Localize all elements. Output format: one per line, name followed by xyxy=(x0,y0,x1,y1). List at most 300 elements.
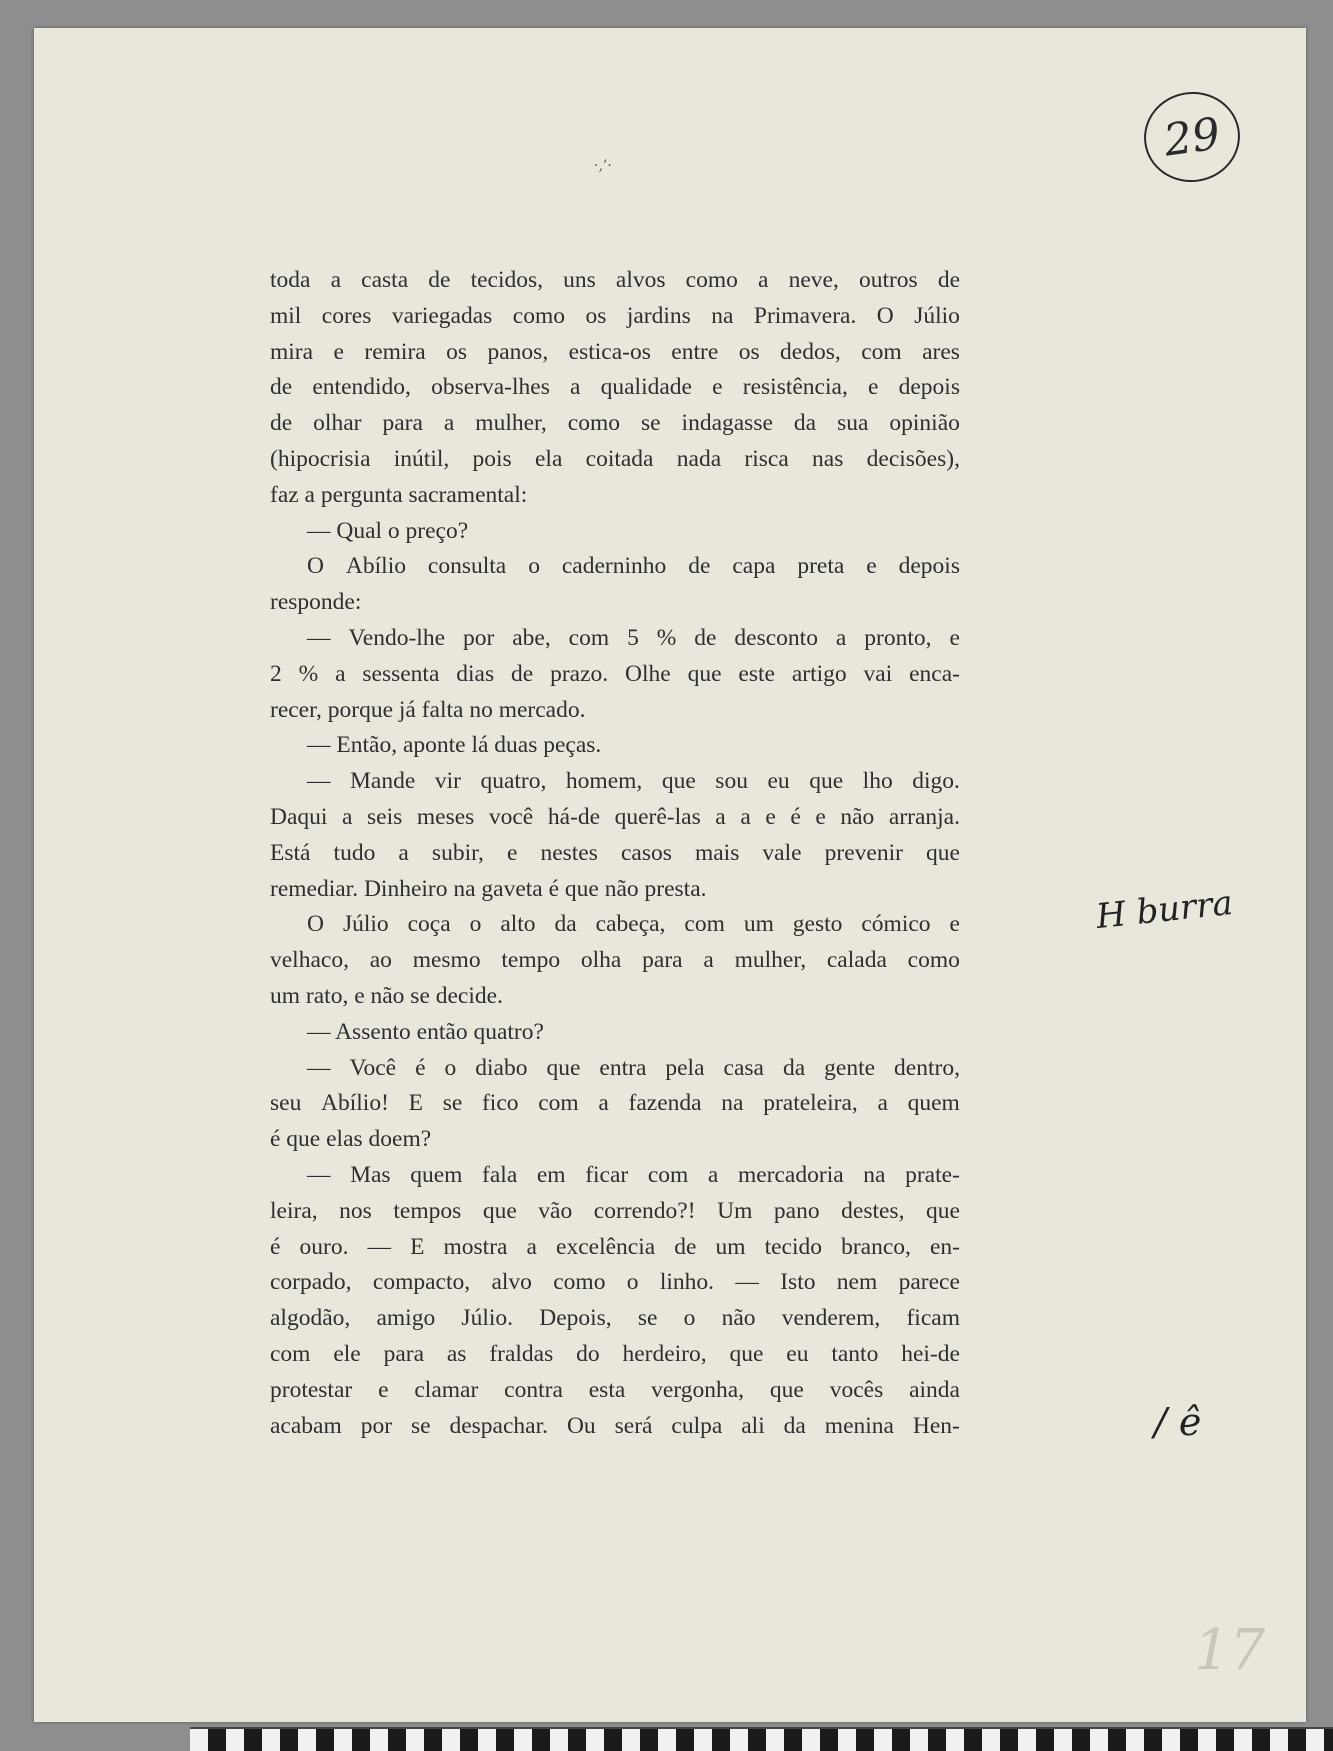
word: como xyxy=(512,302,565,329)
word: esta xyxy=(588,1376,626,1403)
word: quem xyxy=(907,1090,960,1117)
word: fico xyxy=(481,1090,519,1117)
text-line xyxy=(270,370,960,406)
word: Está xyxy=(270,839,311,866)
word: as xyxy=(446,1340,467,1367)
word: coitada xyxy=(585,445,654,472)
word: de xyxy=(270,374,293,401)
word: — xyxy=(307,1054,331,1081)
word: indagasse xyxy=(681,410,773,437)
text-line: recer, porque já falta no mercado. xyxy=(270,696,586,723)
word: inútil, xyxy=(393,445,450,472)
word: hei-de xyxy=(901,1340,960,1367)
word: seu xyxy=(270,1090,302,1117)
word: tempo xyxy=(501,947,561,974)
word: com xyxy=(270,1340,311,1367)
word: fazenda xyxy=(628,1090,702,1117)
margin-correction-mark: / ê xyxy=(1154,1400,1202,1444)
word: que xyxy=(926,1197,960,1224)
word: prateleira, xyxy=(763,1090,858,1117)
word: tempos xyxy=(393,1197,462,1224)
word: enca- xyxy=(909,660,960,687)
margin-annotation: H burra xyxy=(1094,882,1235,938)
word: mira xyxy=(270,338,314,365)
word: será xyxy=(614,1412,653,1439)
word: panos, xyxy=(487,338,549,365)
word: do xyxy=(576,1340,600,1367)
word: despachar. xyxy=(449,1412,549,1439)
word: ares xyxy=(922,338,960,365)
word: algodão, xyxy=(270,1305,351,1332)
word: não xyxy=(840,803,875,830)
text-line: — Assento então quatro? xyxy=(307,1018,544,1045)
word: Júlio. xyxy=(461,1305,514,1332)
word: por xyxy=(360,1412,393,1439)
word: sou xyxy=(715,768,748,795)
word: vergonha, xyxy=(651,1376,745,1403)
word: branco, xyxy=(841,1233,911,1260)
word: subir, xyxy=(431,839,484,866)
word: que xyxy=(729,1340,764,1367)
word: de xyxy=(270,410,293,437)
word: cabeça, xyxy=(595,911,666,938)
word: os xyxy=(738,338,760,365)
word: Um xyxy=(717,1197,753,1224)
word: E xyxy=(410,1233,425,1260)
word: outros xyxy=(858,267,918,293)
text-line xyxy=(270,406,960,442)
text-line: um rato, e não se decide. xyxy=(270,982,503,1009)
word: alvos xyxy=(615,267,666,293)
word: entendido, xyxy=(312,374,411,401)
word: ali xyxy=(741,1412,765,1439)
word: ficam xyxy=(906,1305,960,1332)
text-line xyxy=(270,1373,960,1409)
word: Depois, xyxy=(539,1305,612,1332)
word: a xyxy=(835,624,847,651)
text-line xyxy=(270,907,960,943)
word: desconto xyxy=(734,624,818,651)
word: O xyxy=(307,553,324,580)
word: para xyxy=(642,947,683,974)
text-line xyxy=(270,943,960,979)
word: — xyxy=(367,1233,392,1260)
word: depois xyxy=(898,374,960,401)
word: vocês xyxy=(829,1376,884,1403)
word: 2 xyxy=(270,660,282,687)
word: quatro, xyxy=(480,768,547,795)
word: ficar xyxy=(585,1161,629,1188)
word: capa xyxy=(732,553,776,580)
word: leira, xyxy=(270,1197,318,1224)
word: de xyxy=(674,1233,697,1260)
text-line xyxy=(270,263,960,299)
word: ao xyxy=(369,947,392,974)
word: excelência xyxy=(556,1233,656,1260)
text-line xyxy=(270,299,960,335)
word: como xyxy=(685,267,738,293)
body-text xyxy=(270,263,960,1444)
word: o xyxy=(528,553,540,580)
word: ele xyxy=(333,1340,361,1367)
word: nos xyxy=(339,1197,372,1224)
word: Daqui xyxy=(270,803,328,830)
word: velhaco, xyxy=(270,947,349,974)
text-line: — Então, aponte lá duas peças. xyxy=(307,732,602,759)
text-line xyxy=(270,1051,960,1087)
word: para xyxy=(382,410,423,437)
word: O xyxy=(307,911,324,938)
word: que xyxy=(809,768,844,795)
word: não xyxy=(721,1305,756,1332)
text-line xyxy=(270,800,960,836)
word: digo. xyxy=(912,768,960,795)
word: dias xyxy=(456,660,495,687)
word: com xyxy=(647,1161,689,1188)
word: a xyxy=(877,1090,888,1117)
word: mais xyxy=(694,839,740,866)
word: Isto xyxy=(780,1269,816,1296)
word: lho xyxy=(862,768,893,795)
word: vão xyxy=(538,1197,573,1224)
word: correndo?! xyxy=(593,1197,696,1224)
word: é xyxy=(270,1233,281,1260)
page-number-label: 29 xyxy=(1160,107,1224,167)
word: fala xyxy=(482,1161,518,1188)
word: e xyxy=(506,839,518,866)
word: protestar xyxy=(270,1376,353,1403)
text-line: — Qual o preço? xyxy=(307,517,469,544)
word: vale xyxy=(762,839,802,866)
word: calada xyxy=(826,947,887,974)
word: herdeiro, xyxy=(622,1340,707,1367)
word: o xyxy=(683,1305,696,1332)
word: pronto, xyxy=(864,624,932,651)
word: a xyxy=(330,267,342,293)
word: observa-lhes xyxy=(431,374,550,401)
word: gesto xyxy=(792,911,843,938)
word: uns xyxy=(563,267,596,293)
text-line xyxy=(270,1194,960,1230)
word: da xyxy=(554,911,577,938)
word: menina xyxy=(824,1412,894,1439)
word: com xyxy=(861,338,902,365)
word: sua xyxy=(837,410,869,437)
word: amigo xyxy=(376,1305,436,1332)
text-line xyxy=(270,1230,960,1266)
word: mercadoria xyxy=(737,1161,844,1188)
word: este xyxy=(738,660,775,687)
word: artigo xyxy=(791,660,847,687)
word: o xyxy=(469,911,482,938)
word: os xyxy=(446,338,468,365)
word: depois xyxy=(898,553,960,580)
word: alto xyxy=(500,911,536,938)
word: entra xyxy=(599,1054,647,1081)
word: variegadas xyxy=(391,302,493,329)
word: mil xyxy=(270,302,302,329)
word: é xyxy=(790,803,801,830)
word: jardins xyxy=(626,302,691,329)
word: eu xyxy=(786,1340,809,1367)
word: fraldas xyxy=(489,1340,554,1367)
word: a xyxy=(335,660,346,687)
word: ela xyxy=(534,445,563,472)
word: Você xyxy=(349,1054,397,1081)
word: consulta xyxy=(427,553,507,580)
word: contra xyxy=(504,1376,563,1403)
word: com xyxy=(538,1090,579,1117)
word: de xyxy=(937,267,960,293)
word: pano xyxy=(773,1197,820,1224)
text-line: é que elas doem? xyxy=(270,1126,432,1153)
word: resistência, xyxy=(742,374,848,401)
word: que xyxy=(482,1197,517,1224)
word: clamar xyxy=(414,1376,479,1403)
word: a xyxy=(740,803,751,830)
word: casta xyxy=(361,267,409,293)
word: que xyxy=(687,660,722,687)
word: e xyxy=(712,374,723,401)
word: Júlio xyxy=(914,302,960,329)
word: cores xyxy=(321,302,372,329)
word: parece xyxy=(898,1269,960,1296)
word: e xyxy=(949,911,960,938)
word: pela xyxy=(665,1054,705,1081)
word: casa xyxy=(723,1054,764,1081)
word: coça xyxy=(407,911,451,938)
word: e xyxy=(949,624,960,651)
word: decisões), xyxy=(866,445,960,472)
word: vir xyxy=(434,768,461,795)
word: gente xyxy=(824,1054,876,1081)
word: eu xyxy=(767,768,790,795)
text-line xyxy=(270,1337,960,1373)
word: nestes xyxy=(540,839,598,866)
word: nada xyxy=(676,445,722,472)
word: en- xyxy=(929,1233,960,1260)
word: entre xyxy=(671,338,719,365)
word: Vendo-lhe xyxy=(348,624,446,651)
word: como xyxy=(553,1269,606,1296)
word: um xyxy=(743,911,774,938)
word: de xyxy=(428,267,451,293)
word: e xyxy=(868,374,879,401)
word: Mas xyxy=(350,1161,391,1188)
text-line xyxy=(270,836,960,872)
word: você xyxy=(488,803,534,830)
word: % xyxy=(298,660,319,687)
word: mulher, xyxy=(734,947,807,974)
word: a xyxy=(703,947,714,974)
word: ainda xyxy=(909,1376,960,1403)
word: casos xyxy=(620,839,672,866)
scale-ruler xyxy=(190,1727,1333,1751)
word: a xyxy=(758,267,769,293)
text-line xyxy=(270,764,960,800)
word: de xyxy=(688,553,711,580)
word: sessenta xyxy=(362,660,440,687)
word: nas xyxy=(812,445,844,472)
word: pois xyxy=(472,445,512,472)
word: opinião xyxy=(889,410,960,437)
word: tecido xyxy=(764,1233,822,1260)
word: Olhe xyxy=(625,660,671,687)
word: estica-os xyxy=(568,338,651,365)
word: a xyxy=(526,1233,537,1260)
word: % xyxy=(656,624,677,651)
word: um xyxy=(715,1233,746,1260)
word: com xyxy=(568,624,610,651)
word: o xyxy=(444,1054,457,1081)
word: Júlio xyxy=(342,911,389,938)
word: alvo xyxy=(491,1269,532,1296)
word: e xyxy=(815,803,826,830)
word: 5 xyxy=(627,624,639,651)
word: Mande xyxy=(350,768,416,795)
text-line xyxy=(270,1265,960,1301)
word: destes, xyxy=(841,1197,905,1224)
text-line: faz a pergunta sacramental: xyxy=(270,481,528,508)
word: linho. xyxy=(659,1269,715,1296)
word: é xyxy=(415,1054,426,1081)
word: mostra xyxy=(443,1233,508,1260)
word: prazo. xyxy=(550,660,609,687)
word: abe, xyxy=(512,624,551,651)
word: há-de xyxy=(547,803,601,830)
word: preta xyxy=(797,553,845,580)
word: como xyxy=(567,410,620,437)
word: de xyxy=(694,624,717,651)
text-line xyxy=(270,1301,960,1337)
stray-mark: ·‚’· xyxy=(594,158,612,174)
word: mulher, xyxy=(475,410,547,437)
word: se xyxy=(442,1090,463,1117)
page-number xyxy=(1138,86,1246,188)
word: por xyxy=(462,624,495,651)
word: tudo xyxy=(333,839,376,866)
word: — xyxy=(307,768,331,795)
word: de xyxy=(511,660,534,687)
word: ouro. xyxy=(299,1233,349,1260)
word: que xyxy=(926,839,960,866)
text-line: remediar. Dinheiro na gaveta é que não presta. xyxy=(270,875,707,902)
word: que xyxy=(661,768,696,795)
word: meses xyxy=(416,803,475,830)
word: compacto, xyxy=(372,1269,471,1296)
word: o xyxy=(626,1269,639,1296)
word: — xyxy=(307,624,331,651)
word: qualidade xyxy=(600,374,692,401)
word: O xyxy=(876,302,894,329)
word: E xyxy=(408,1090,423,1117)
word: nem xyxy=(836,1269,878,1296)
word: dentro, xyxy=(894,1054,960,1081)
word: se xyxy=(637,1305,658,1332)
word: — xyxy=(735,1269,759,1296)
word: acabam xyxy=(270,1412,342,1439)
word: com xyxy=(684,911,725,938)
word: tecidos, xyxy=(470,267,544,293)
text-line xyxy=(270,621,960,657)
word: e xyxy=(333,338,344,365)
word: querê-las xyxy=(614,803,701,830)
word: Ou xyxy=(566,1412,596,1439)
word: a xyxy=(398,839,409,866)
word: a xyxy=(715,803,726,830)
word: caderninho xyxy=(561,553,667,580)
word: mesmo xyxy=(412,947,481,974)
word: que xyxy=(769,1376,804,1403)
word: a xyxy=(342,803,353,830)
word: na xyxy=(711,302,734,329)
word: e xyxy=(866,553,877,580)
text-line: responde: xyxy=(270,589,362,616)
word: quem xyxy=(410,1161,463,1188)
word: remira xyxy=(364,338,426,365)
word: neve, xyxy=(788,267,839,293)
word: cómico xyxy=(861,911,931,938)
text-line xyxy=(270,657,960,693)
word: olhar xyxy=(313,410,362,437)
word: (hipocrisia xyxy=(270,445,371,472)
word: tanto xyxy=(831,1340,879,1367)
word: na xyxy=(863,1161,886,1188)
text-line xyxy=(270,335,960,371)
text-line xyxy=(270,1409,960,1445)
word: venderem, xyxy=(781,1305,881,1332)
word: prate- xyxy=(905,1161,960,1188)
word: em xyxy=(536,1161,566,1188)
word: a xyxy=(443,410,455,437)
word: — xyxy=(307,1161,331,1188)
word: os xyxy=(585,302,607,329)
word: Hen- xyxy=(912,1412,960,1439)
word: na xyxy=(721,1090,744,1117)
word: corpado, xyxy=(270,1269,352,1296)
word: a xyxy=(570,374,581,401)
word: Abílio! xyxy=(321,1090,389,1117)
word: risca xyxy=(744,445,789,472)
word: Primavera. xyxy=(753,302,857,329)
word: da xyxy=(782,1054,806,1081)
word: culpa xyxy=(671,1412,723,1439)
word: Abílio xyxy=(345,553,406,580)
word: homem, xyxy=(565,768,643,795)
text-line xyxy=(270,442,960,478)
word: toda xyxy=(270,267,311,293)
word: a xyxy=(598,1090,609,1117)
word: da xyxy=(783,1412,806,1439)
word: seis xyxy=(367,803,403,830)
word: se xyxy=(640,410,661,437)
word: prevenir xyxy=(824,839,903,866)
word: e xyxy=(765,803,776,830)
word: arranja. xyxy=(888,803,960,830)
text-line xyxy=(270,1086,960,1122)
word: a xyxy=(707,1161,719,1188)
word: se xyxy=(410,1412,431,1439)
text-line xyxy=(270,549,960,585)
word: da xyxy=(793,410,817,437)
word: dedos, xyxy=(780,338,841,365)
word: como xyxy=(907,947,960,974)
word: que xyxy=(546,1054,581,1081)
word: vai xyxy=(863,660,893,687)
word: diabo xyxy=(475,1054,528,1081)
word: e xyxy=(378,1376,389,1403)
faint-pencil-number: 17 xyxy=(1194,1618,1266,1683)
